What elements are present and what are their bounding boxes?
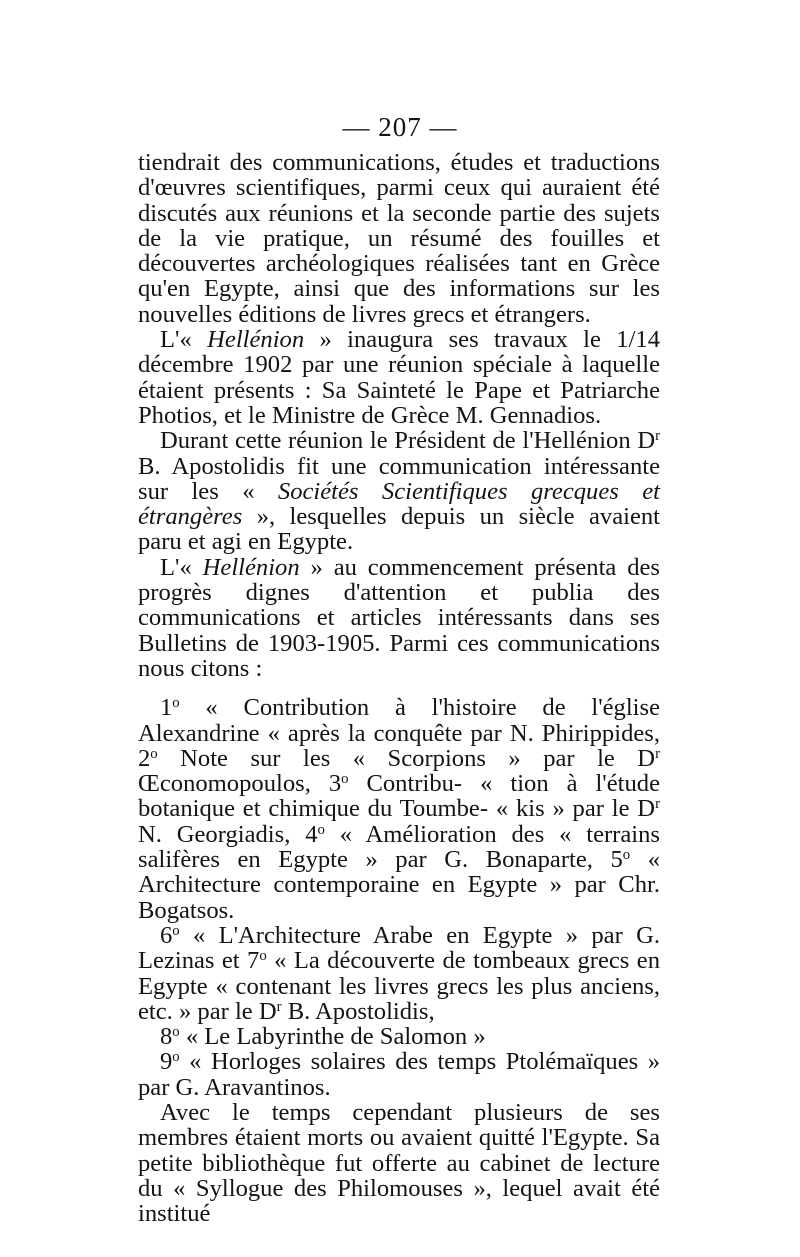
body-text (138, 150, 660, 1226)
paragraph-final: Avec le temps cependant plusieurs de ses membres étaient morts ou avaient quitté l'Egypte. Sa petite bibliothèque fut offerte au cabinet de lecture du « Syllogue des Philomouses », lequel avait été institué (138, 1098, 660, 1228)
paragraph-3: Durant cette réunion le Président de l'Hellénion $D^r$ B. Apostolidis fit une communication intéressante sur les « Sociétés Scientifiques grecques et étrangères », lesquelles depuis un siècle avaient paru et agi en Egypte. (138, 427, 660, 556)
paragraph-2: L'« Hellénion » inaugura ses travaux le 1/14 décembre 1902 par une réunion spéciale à laquelle étaient présents : Sa Sainteté le Pape et Patriarche Photios, et le Ministre de Grèce M. Gennadios. (138, 326, 660, 429)
societes-italic: Sociétés Scientifiques grecques et étrangères (138, 477, 660, 531)
hellenion-italic: Hellénion (207, 326, 305, 354)
list-paragraph-8: 8$^o$ « Le Labyrinthe de Salomon » (160, 1023, 486, 1051)
list-paragraph-6-7: 6$^o$ « L'Architecture Arabe en Egypte » par G. Lezinas et 7$^o$ « La découverte de tombeaux grecs en Egypte « contenant les livres grecs les plus anciens, etc. » par le $D^r$ B. Apostolidis, (138, 921, 660, 1025)
paragraph-1: tiendrait des communications, études et traductions d'œuvres scientifiques, parmi ceux qui auraient été discutés aux réunions et la seconde partie des sujets de la vie pratique, un résumé des fouilles et découvertes archéologiques réalisées tant en Grèce qu'en Egypte, ainsi que des informations sur les nouvelles éditions de livres grecs et étrangers. (138, 149, 660, 328)
paragraph-4: L'« Hellénion » au commencement présenta des progrès dignes d'attention et publia des communications et articles intéressants dans ses Bulletins de 1903-1905. Parmi ces communications nous citons : (138, 553, 660, 682)
list-paragraph-9: 9$^o$ « Horloges solaires des temps Ptolémaïques » par G. Aravantinos. (138, 1048, 660, 1101)
list-paragraph-1-5: 1$^o$ « Contribution à l'histoire de l'église Alexandrine « après la conquête par N. Phirippides, 2$^o$ Note sur les « Scorpions » par le $D^r$ Œconomopoulos, 3$^o$ Contribu- « tion à l'étude botanique et chimique du Toumbe- « kis » par le $D^r$ N. Georgiadis, 4$^o$ « Amélioration des « terrains salifères en Egypte » par G. Bonaparte, 5$^o$ « Architecture contemporaine en Egypte » par Chr. Bogatsos. (138, 694, 661, 924)
page-number: — 207 — (342, 112, 458, 142)
hellenion-italic: Hellénion (202, 553, 300, 581)
